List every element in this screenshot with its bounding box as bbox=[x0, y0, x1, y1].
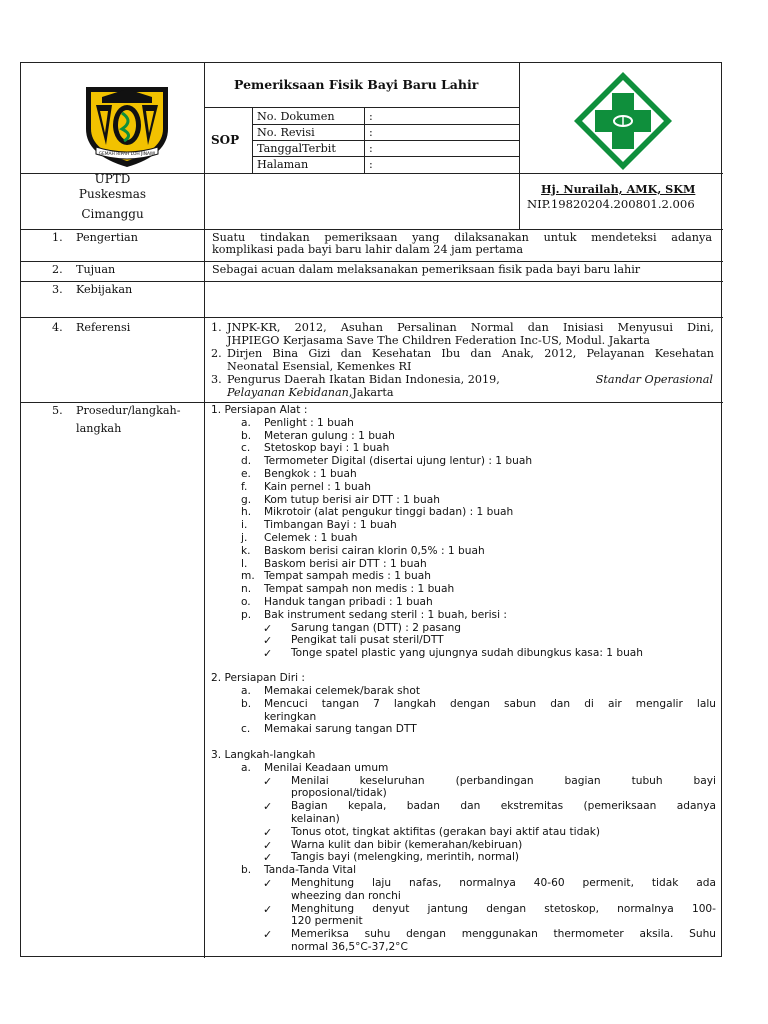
checkmark-icon: ✓ bbox=[263, 647, 273, 661]
checkmark-icon: ✓ bbox=[263, 634, 273, 648]
row-label: Tujuan bbox=[76, 263, 116, 276]
vital-sign-item: wheezing dan ronchi bbox=[291, 889, 401, 902]
item-letter: n. bbox=[241, 583, 252, 596]
row-number: 2. bbox=[52, 263, 63, 276]
item-letter: b. bbox=[241, 429, 252, 442]
instrument-item: Sarung tangan (DTT) : 2 pasang bbox=[291, 621, 462, 634]
item-letter: b. bbox=[241, 697, 252, 710]
doc-field-label: No. Revisi bbox=[257, 126, 315, 139]
doc-field-value: : bbox=[369, 126, 373, 139]
equipment-item: Termometer Digital (disertai ujung lentur) : 1 buah bbox=[264, 455, 533, 468]
item-letter: h. bbox=[241, 506, 252, 519]
equipment-item: Handuk tangan pribadi : 1 buah bbox=[264, 596, 433, 608]
reference-number: 1. bbox=[211, 321, 222, 334]
equipment-item: Bak instrument sedang steril : 1 buah, berisi : bbox=[264, 608, 507, 621]
doc-field-label: TanggalTerbit bbox=[257, 142, 336, 155]
regency-crest-logo bbox=[82, 83, 172, 169]
row-label: Kebijakan bbox=[76, 283, 133, 296]
vital-sign-item: Menghitung laju nafas, normalnya 40-60 permenit, tidak ada bbox=[291, 877, 716, 889]
item-letter: b. bbox=[241, 864, 252, 877]
checkmark-icon: ✓ bbox=[263, 902, 273, 916]
reference-text: Dirjen Bina Gizi dan Kesehatan Ibu dan Anak, 2012, Pelayanan Kesehatan bbox=[227, 347, 714, 360]
section-heading: 2. Persiapan Diri : bbox=[211, 672, 305, 684]
item-letter: i. bbox=[241, 519, 248, 532]
instrument-item: Tonge spatel plastic yang ujungnya sudah dibungkus kasa: 1 buah bbox=[291, 647, 644, 660]
equipment-item: Meteran gulung : 1 buah bbox=[264, 429, 395, 442]
assessment-item: Tonus otot, tingkat aktifitas (gerakan bayi aktif atau tidak) bbox=[291, 825, 601, 838]
item-letter: c. bbox=[241, 723, 251, 736]
row-number: 1. bbox=[52, 231, 63, 244]
divider bbox=[252, 156, 520, 157]
doc-field-value: : bbox=[369, 110, 373, 123]
equipment-item: Kom tutup berisi air DTT : 1 buah bbox=[264, 493, 440, 506]
assessment-item: Bagian kepala, badan dan ekstremitas (pemeriksaan adanya bbox=[291, 800, 716, 813]
divider bbox=[21, 402, 723, 403]
document-title: Pemeriksaan Fisik Bayi Baru Lahir bbox=[234, 77, 479, 92]
reference-text: JNPK-KR, 2012, Asuhan Persalinan Normal dan Inisiasi Menyusui Dini, bbox=[227, 321, 714, 334]
row-number: 3. bbox=[52, 283, 63, 296]
checkmark-icon: ✓ bbox=[263, 621, 273, 635]
row-label: Prosedur/langkah- bbox=[76, 404, 181, 417]
reference-italic-text: Pelayanan Kebidanan bbox=[227, 386, 349, 399]
item-letter: a. bbox=[241, 685, 251, 697]
sop-document bbox=[20, 62, 722, 957]
item-letter: a. bbox=[241, 416, 251, 429]
reference-text: ,Jakarta bbox=[348, 386, 394, 399]
equipment-item: Kain pernel : 1 buah bbox=[264, 480, 371, 493]
reference-text bbox=[227, 386, 394, 399]
definition-text: Suatu tindakan pemeriksaan yang dilaksanakan untuk mendeteksi adanya bbox=[212, 231, 712, 244]
divider bbox=[204, 107, 520, 108]
assessment-item: Tangis bayi (melengking, merintih, normal) bbox=[291, 851, 520, 864]
signer-name: Hj. Nurailah, AMK, SKM bbox=[541, 182, 696, 196]
reference-number: 3. bbox=[211, 373, 222, 386]
section-heading: 3. Langkah-langkah bbox=[211, 749, 316, 761]
purpose-text: Sebagai acuan dalam melaksanakan pemeriksaan fisik pada bayi baru lahir bbox=[212, 263, 641, 276]
self-prep-item: Mencuci tangan 7 langkah dengan sabun dan di air mengalir lalu bbox=[264, 697, 716, 710]
assessment-item: proposional/tidak) bbox=[291, 787, 387, 800]
assessment-item: Menilai keseluruhan (perbandingan bagian tubuh bayi bbox=[291, 774, 716, 787]
checkmark-icon: ✓ bbox=[263, 928, 273, 942]
item-letter: l. bbox=[241, 557, 248, 570]
checkmark-icon: ✓ bbox=[263, 774, 273, 788]
equipment-item: Bengkok : 1 buah bbox=[264, 468, 357, 480]
checkmark-icon: ✓ bbox=[263, 825, 273, 839]
sop-label: SOP bbox=[211, 133, 240, 147]
step-title: Menilai Keadaan umum bbox=[264, 761, 389, 774]
doc-field-value: : bbox=[369, 142, 373, 155]
item-letter: d. bbox=[241, 455, 252, 468]
step-title: Tanda-Tanda Vital bbox=[264, 864, 357, 877]
reference-text: Pengurus Daerah Ikatan Bidan Indonesia, 2019, bbox=[227, 373, 500, 386]
item-letter: p. bbox=[241, 608, 252, 621]
instrument-item: Pengikat tali pusat steril/DTT bbox=[291, 634, 444, 647]
divider bbox=[21, 261, 723, 262]
reference-text: JHPIEGO Kerjasama Save The Children Federation Inc-US, Modul. Jakarta bbox=[227, 334, 650, 347]
item-letter: j. bbox=[241, 532, 248, 544]
signer-nip: NIP.19820204.200801.2.006 bbox=[527, 197, 695, 211]
item-letter: k. bbox=[241, 544, 251, 557]
reference-text: Neonatal Esensial, Kemenkes RI bbox=[227, 360, 412, 373]
vital-sign-item: Menghitung denyut jantung dengan stetoskop, normalnya 100- bbox=[291, 902, 716, 915]
vital-sign-item: Memeriksa suhu dengan menggunakan thermometer aksila. Suhu bbox=[291, 928, 716, 941]
equipment-item: Timbangan Bayi : 1 buah bbox=[264, 519, 397, 532]
row-label: Referensi bbox=[76, 321, 131, 334]
doc-field-label: No. Dokumen bbox=[257, 110, 335, 123]
equipment-item: Tempat sampah medis : 1 buah bbox=[264, 570, 431, 583]
row-number: 5. bbox=[52, 404, 63, 417]
vital-sign-item: 120 permenit bbox=[291, 915, 363, 928]
equipment-item: Celemek : 1 buah bbox=[264, 532, 358, 544]
item-letter: a. bbox=[241, 761, 251, 774]
item-letter: c. bbox=[241, 442, 251, 455]
self-prep-item: keringkan bbox=[264, 710, 317, 723]
row-label: langkah bbox=[76, 422, 122, 435]
assessment-item: kelainan) bbox=[291, 813, 340, 825]
equipment-item: Mikrotoir (alat pengukur tinggi badan) : 1 buah bbox=[264, 506, 514, 519]
divider bbox=[21, 281, 723, 282]
doc-field-value: : bbox=[369, 158, 373, 171]
reference-text: Standar Operasional bbox=[595, 373, 713, 386]
divider bbox=[204, 63, 205, 229]
item-letter: m. bbox=[241, 570, 255, 583]
row-number: 4. bbox=[52, 321, 63, 334]
equipment-item: Baskom berisi air DTT : 1 buah bbox=[264, 557, 427, 570]
vital-sign-item: normal 36,5°C-37,2°C bbox=[291, 941, 408, 953]
puskesmas-cross-logo bbox=[573, 71, 673, 171]
item-letter: e. bbox=[241, 468, 251, 480]
assessment-item: Warna kulit dan bibir (kemerahan/kebiruan) bbox=[291, 838, 523, 851]
row-label: Pengertian bbox=[76, 231, 138, 244]
self-prep-item: Memakai celemek/barak shot bbox=[264, 685, 420, 697]
checkmark-icon: ✓ bbox=[263, 838, 273, 852]
divider bbox=[21, 229, 723, 230]
divider bbox=[252, 140, 520, 141]
checkmark-icon: ✓ bbox=[263, 877, 273, 890]
svg-text:GEMAH RIPAH LOH JINAWI: GEMAH RIPAH LOH JINAWI bbox=[98, 152, 156, 157]
checkmark-icon: ✓ bbox=[263, 851, 273, 865]
item-letter: g. bbox=[241, 493, 252, 506]
reference-number: 2. bbox=[211, 347, 222, 360]
divider bbox=[21, 317, 723, 318]
divider bbox=[519, 63, 520, 229]
doc-field-label: Halaman bbox=[257, 158, 309, 171]
org-line: UPTD bbox=[94, 172, 131, 186]
item-letter: f. bbox=[241, 480, 248, 493]
equipment-item: Baskom berisi cairan klorin 0,5% : 1 buah bbox=[264, 544, 485, 557]
equipment-item: Penlight : 1 buah bbox=[264, 416, 354, 429]
equipment-item: Stetoskop bayi : 1 buah bbox=[264, 442, 390, 455]
section-heading: 1. Persiapan Alat : bbox=[211, 404, 308, 416]
org-line: Cimanggu bbox=[81, 207, 144, 221]
item-letter: o. bbox=[241, 596, 251, 608]
self-prep-item: Memakai sarung tangan DTT bbox=[264, 723, 417, 736]
equipment-item: Tempat sampah non medis : 1 buah bbox=[264, 583, 455, 596]
definition-text: komplikasi pada bayi baru lahir dalam 24 jam pertama bbox=[212, 243, 524, 256]
checkmark-icon: ✓ bbox=[263, 800, 273, 814]
divider bbox=[204, 229, 205, 958]
divider bbox=[252, 124, 520, 125]
org-line: Puskesmas bbox=[78, 187, 147, 201]
